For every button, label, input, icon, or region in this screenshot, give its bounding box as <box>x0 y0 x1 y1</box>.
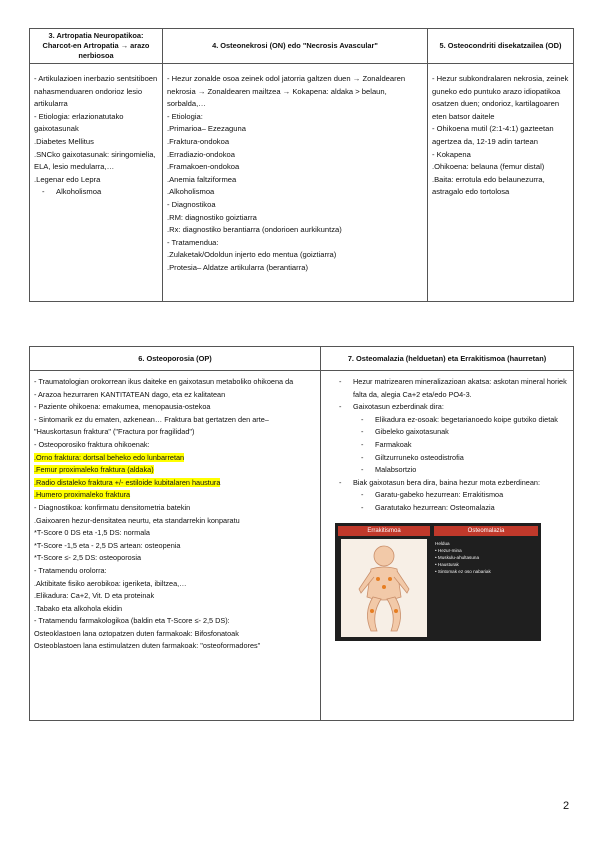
list-item: .Fraktura-ondokoa <box>167 136 230 146</box>
list-item: Osteoblastoen lana estimulatzen duten farmakoak: "osteoformadores" <box>34 641 261 651</box>
list-item: - Diagnostikoa <box>167 199 216 209</box>
list-item: - Arazoa hezurraren KANTITATEAN dago, eta ez kalitatean <box>34 389 226 399</box>
list-item: - Artikulazioen inerbazio sentsitiboen nahasmenduaren ondorioz lesio artikularra <box>34 74 158 109</box>
cell-osteoporosia <box>30 371 321 721</box>
figure-text <box>435 540 538 575</box>
list-item: .Gaixoaren hezur-densitatea neurtu, eta standarrekin konparatu <box>34 515 240 525</box>
list-item: - Gibeleko gaixotasunak <box>339 426 569 439</box>
header-osteocondriti: 5. Osteocondriti disekatzailea (OD) <box>428 29 574 64</box>
list-item: .Erradiazio-ondokoa <box>167 149 235 159</box>
list-item: .RM: diagnostiko goiztiarra <box>167 212 257 222</box>
list-item: - Traumatologian orokorrean ikus daiteke en gaixotasun metaboliko ohikoena da <box>34 377 294 386</box>
list-item: - Garatutako hezurrean: Osteomalazia <box>339 502 569 515</box>
list-item: - Ohikoena mutil (2:1-4:1) gazteetan agertzea da, 12-19 adin tartean <box>432 124 554 146</box>
list-item: - Osteoporosiko fraktura ohikoenak: <box>34 439 150 449</box>
figure-label-right: Osteomalazia <box>434 526 538 536</box>
child-illustration <box>341 539 427 637</box>
list-item: .Legenar edo Lepra <box>34 174 101 184</box>
cell-osteomalazia <box>321 371 574 721</box>
header-artropatia: 3. Artropatia Neuropatikoa: Charcot-en Artropatia → arazo nerbiosoa <box>30 29 163 64</box>
list-item: - Gaixotasun ezberdinak dira: <box>339 401 569 414</box>
list-item: Osteoklastoen lana oztopatzen duten farmakoak: Bifosfonatoak <box>34 628 239 638</box>
highlighted-item: .Femur proximaleko fraktura (aldaka) <box>34 465 154 475</box>
list-item: - Giltzurruneko osteodistrofia <box>339 452 569 465</box>
header-osteonekrosi: 4. Osteonekrosi (ON) edo "Necrosis Avascular" <box>163 29 428 64</box>
list-item: - Malabsortzio <box>339 464 569 477</box>
list-item: *T-Score 0 DS eta -1,5 DS: normala <box>34 528 150 538</box>
list-item: *T-Score ≤- 2,5 DS: osteoporosia <box>34 553 142 563</box>
list-item: .Primarioa– Ezezaguna <box>167 124 246 134</box>
list-item: - Garatu-gabeko hezurrean: Errakitismoa <box>339 489 569 502</box>
list-item: .Tabako eta alkohola ekidin <box>34 603 123 613</box>
list-item: - Hezur zonalde osoa zeinek odol jatorria galtzen duen → Zonaldearen nekrosia → Zonaldearen mailtzea → Kokapena: aldaka > belaun, sorbalda,… <box>167 74 406 109</box>
list-item: .Baita: errotula edo belaunezurra, astragalo edo tortolosa <box>432 174 545 197</box>
figure-line: Heldua <box>435 540 450 546</box>
rickets-figure <box>335 523 541 641</box>
list-item: .Diabetes Mellitus <box>34 136 94 146</box>
list-item: - Tratamendua: <box>167 237 219 247</box>
list-item: - Paziente ohikoena: emakumea, menopausia-ostekoa <box>34 402 211 412</box>
list-item: .Elikadura: Ca+2, Vit. D eta proteinak <box>34 591 155 601</box>
figure-label-left: Errakitismoa <box>338 526 430 536</box>
list-item: - Elikadura ez-osoak: begetarianoedo koipe gutxiko dietak <box>339 414 569 427</box>
figure-line: • Sintomak ez oso nabariak <box>435 568 491 574</box>
list-item: - Farmakoak <box>339 439 569 452</box>
cell-osteonekrosi <box>163 64 428 302</box>
highlighted-item: .Humero proximaleko fraktura <box>34 490 131 500</box>
list-item: - Hezur matrizearen mineralizazioan akatsa: askotan mineral horiek falta da, alegia Ca+2 eta/edo PO4-3. <box>339 376 569 401</box>
table-top <box>29 28 574 302</box>
list-item: - Biak gaixotasun bera dira, baina hezur mota ezberdinean: <box>339 477 569 490</box>
cell-artropatia <box>30 64 163 302</box>
list-item: .Ohikoena: belauna (femur distal) <box>432 162 545 172</box>
list-item: - Tratamendu orolorra: <box>34 565 107 575</box>
list-item: .Rx: diagnostiko berantiarra (ondorioen aurkikuntza) <box>167 225 342 235</box>
figure-line: • Hausturak <box>435 561 459 567</box>
list-item: .Protesia– Aldatze artikularra (berantiarra) <box>167 262 308 272</box>
list-item: - Alkoholismoa <box>42 186 158 199</box>
figure-line: • Muskulu-ahultasuna <box>435 554 479 560</box>
list-item: - Tratamendu farmakologikoa (baldin eta T-Score ≤- 2,5 DS): <box>34 616 230 626</box>
page-number: 2 <box>563 800 570 812</box>
list-item: .Framakoen-ondokoa <box>167 162 240 172</box>
header-osteoporosia: 6. Osteoporosia (OP) <box>30 347 321 371</box>
list-item: .SNCko gaixotasunak: siringomielia, ELA, lesio medularra,… <box>34 149 156 172</box>
list-item: - Etiologia: <box>167 111 203 121</box>
highlighted-item: .Orno fraktura: dortsal beheko edo lunbarretan <box>34 452 185 462</box>
table-bottom <box>29 346 574 721</box>
list-item: .Zulaketak/Odoldun injerto edo mentua (goiztiarra) <box>167 250 337 260</box>
list-item: - Kokapena <box>432 149 471 159</box>
figure-line: • Hezur-mina <box>435 547 462 553</box>
list-item: - Sintomarik ez du ematen, azkenean… Fraktura bat gertatzen den arte– "Hauskortasun fraktura" ("Fractura por fragilidad") <box>34 414 269 437</box>
cell-osteocondriti <box>428 64 574 302</box>
highlighted-item: .Radio distaleko fraktura +/- estiloide kubitalaren haustura <box>34 477 221 487</box>
list-item: - Diagnostikoa: konfirmatu densitometria batekin <box>34 502 191 512</box>
child-body-icon <box>341 539 427 637</box>
list-item: *T-Score -1,5 eta - 2,5 DS artean: osteopenia <box>34 540 181 550</box>
list-item: .Anemia faltziformea <box>167 174 237 184</box>
header-osteomalazia: 7. Osteomalazia (helduetan) eta Errakitismoa (haurretan) <box>321 347 574 371</box>
list-item: - Etiologia: erlazionatutako gaixotasunak <box>34 111 124 134</box>
list-item: .Aktibitate fisiko aerobikoa: igeriketa, ibiltzea,… <box>34 578 187 588</box>
list-item: .Alkoholismoa <box>167 187 215 197</box>
list-item: - Hezur subkondralaren nekrosia, zeinek guneko edo puntuko arazo idiopatikoa osatzen duen; ondorioz, kartilagoaren eten batsor daitele <box>432 74 569 121</box>
